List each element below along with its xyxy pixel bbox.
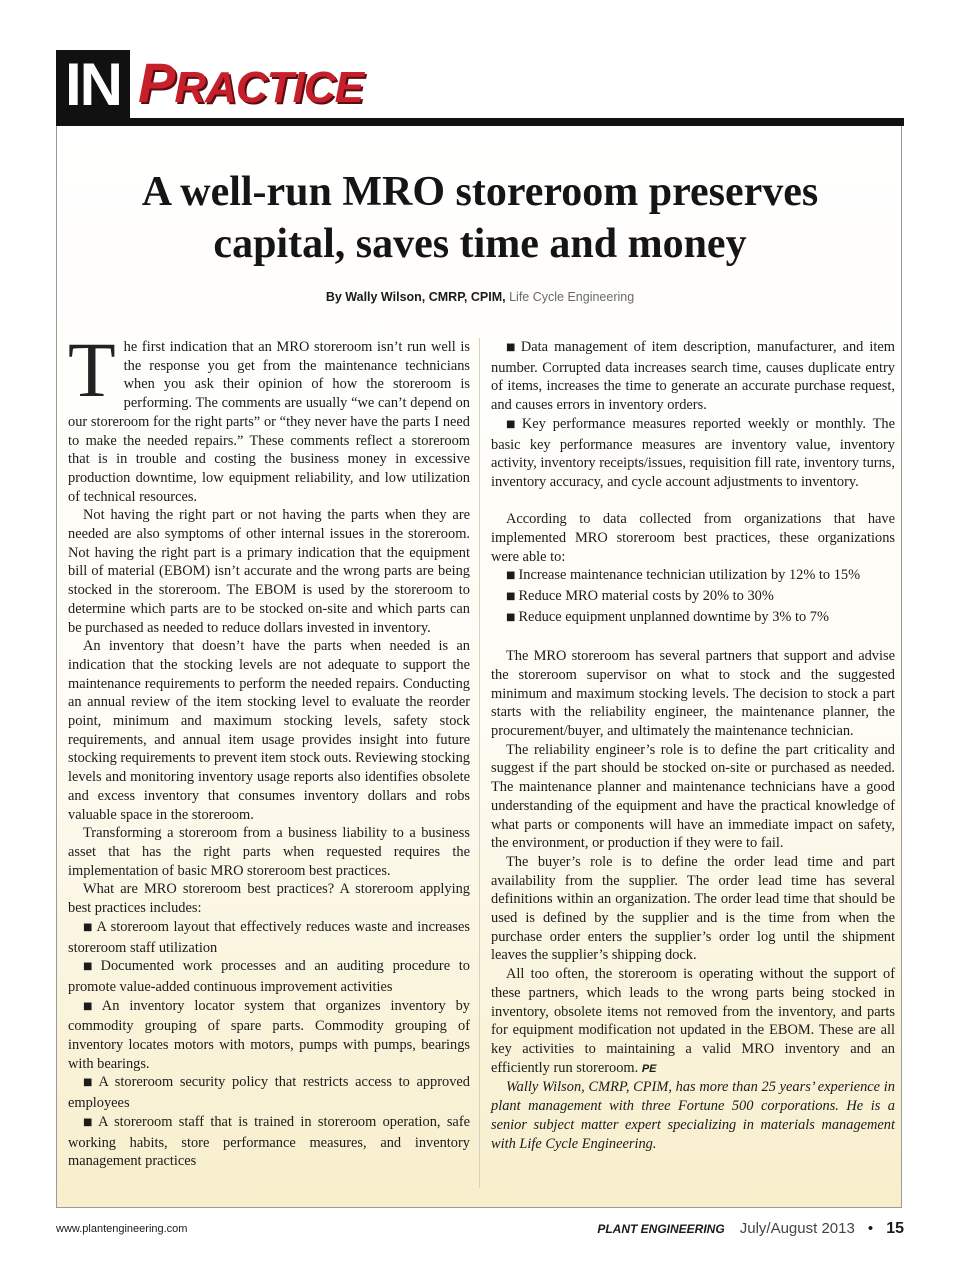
paragraph-4: Transforming a storeroom from a business liability to a business asset that has the right parts when requested requires the implementation of basic MRO storeroom best practices. — [68, 825, 470, 879]
author-bio: Wally Wilson, CMRP, CPIM, has more than 25 years’ experience in plant management with three Fortune 500 corporations. He is a senior subject matter expert specializing in materials management with Life Cycle Engineering. — [491, 1079, 895, 1152]
byline — [57, 290, 903, 304]
page-footer — [56, 1220, 904, 1240]
paragraph-5: What are MRO storeroom best practices? A storeroom applying best practices includes: — [68, 881, 470, 917]
footer-right — [597, 1220, 904, 1238]
result-item: ■ Reduce equipment unplanned downtime by 3% to 7% — [506, 608, 829, 625]
paragraph-2: Not having the right part or not having the parts when they are needed are also symptoms of other internal issues in the storeroom. Not having the right part is a primary indication that the equipment bill of material (EBOM) isn’t accurate and the wrong parts are being stocked in the storeroom. The EBOM is used by the storeroom to determine which parts are to be stocked on-site and which parts can be purchased as needed to reduce dollars invested in inventory. — [68, 507, 470, 636]
square-bullet-icon: ■ — [83, 1077, 96, 1089]
column-divider — [479, 338, 480, 1188]
result-item: ■ Reduce MRO material costs by 20% to 30% — [506, 588, 774, 605]
square-bullet-icon: ■ — [506, 570, 516, 582]
title-line-1: A well-run MRO storeroom preserves — [141, 169, 819, 215]
bullet-item: ■ Data management of item description, manufacturer, and item number. Corrupted data increases search time, causes duplicate entry of items, increases the time to generate an accurate purchase request, and causes errors in inventory orders. — [491, 339, 895, 414]
square-bullet-icon: ■ — [506, 418, 519, 430]
page-number: 15 — [886, 1220, 904, 1237]
magazine-name: PLANT ENGINEERING — [597, 1222, 725, 1236]
title-line-2: capital, saves time and money — [213, 221, 747, 267]
paragraph-9: The buyer’s role is to define the order lead time and part availability from the supplier. The order lead time has several definitions within an organization. The order lead time that should be used is defined by the supplier and is the time from when the purchase order enters the supplier’s order log until the shipment leaves the supplier’s shipping dock. — [491, 853, 895, 964]
issue-date: July/August 2013 — [739, 1220, 855, 1237]
paragraph-8: The reliability engineer’s role is to define the part criticality and suggest if the part should be stocked on-site or purchased as needed. The maintenance planner and maintenance technicians have a good understanding of the equipment and have the practical knowledge of what parts or components will have an immediate impact on safety, the environment, or production if they were to fail. — [491, 741, 895, 852]
article-panel — [56, 126, 902, 1208]
result-item: ■ Increase maintenance technician utilization by 12% to 15% — [506, 567, 861, 584]
practice-rest: RACTICE — [174, 63, 363, 112]
paragraph-3: An inventory that doesn’t have the parts when needed is an indication that the stocking levels are not adequate to support the maintenance requirements to perform the needed repairs. Conducting an annual review of the item stocking level to evaluate the reorder point, minimum and maximum stocking levels, safety stock requirements, and annual item usage provides insight into future stocking requirements to prevent item stock outs. Reviewing stocking levels and monitoring inventory usage reports also identifies obsolete and excess inventory that consumes inventory dollars and robs valuable space in the storeroom. — [68, 638, 470, 823]
footer-separator: • — [867, 1220, 874, 1237]
paragraph-1: The first indication that an MRO storeroom isn’t run well is the response you get from the maintenance technicians when you ask their opinion of how the storeroom is performing. The comments are usually “we can’t depend on our storeroom for the right parts” or “they never have the parts I need to make the needed repairs.” These comments reflect a storeroom that is in trouble and costing the business money in excessive production downtime, low equipment reliability, and low utilization of technical resources. — [68, 326, 470, 505]
right-column — [491, 338, 895, 1153]
square-bullet-icon: ■ — [83, 1116, 96, 1128]
bullet-item: ■ A storeroom security policy that restricts access to approved employees — [68, 1074, 470, 1112]
practice-initial: P — [138, 51, 175, 114]
square-bullet-icon: ■ — [506, 591, 516, 603]
square-bullet-icon: ■ — [83, 961, 98, 973]
pe-end-mark-icon: PE — [641, 1062, 657, 1075]
bullet-item: ■ Documented work processes and an auditing procedure to promote value-added continuous improvement activities — [68, 958, 470, 995]
paragraph-10: All too often, the storeroom is operating without the support of these partners, which leads to the wrong parts being stocked in inventory, obsolete items not removed from the inventory, and parts for equipment modification not updated in the EBOM. These are all key activities to maintaining a valid MRO inventory and an efficiently run storeroom. PE — [491, 966, 895, 1076]
square-bullet-icon: ■ — [506, 611, 516, 623]
section-header — [56, 46, 904, 126]
square-bullet-icon: ■ — [83, 921, 94, 933]
square-bullet-icon: ■ — [83, 1000, 99, 1012]
section-label-in: IN — [56, 50, 130, 126]
paragraph-7: The MRO storeroom has several partners that support and advise the storeroom supervisor on what to stock and the suggested minimum and maximum stocking levels. The decision to stock a part starts with the reliability engineer, the maintenance planner, the procurement/buyer, and ultimately the maintenance technician. — [491, 648, 895, 740]
bullet-item: ■ Key performance measures reported weekly or monthly. The basic key performance measures are inventory value, inventory activity, inventory receipts/issues, requisition fill rate, inventory turns, inventory accuracy, and cycle account adjustments to inventory. — [491, 415, 895, 490]
bullet-item: ■ A storeroom layout that effectively reduces waste and increases storeroom staff utilization — [68, 918, 471, 956]
header-rule — [56, 118, 904, 126]
square-bullet-icon: ■ — [506, 342, 518, 353]
footer-url[interactable]: www.plantengineering.com — [56, 1223, 188, 1235]
bullet-item: ■ A storeroom staff that is trained in storeroom operation, safe working habits, store performance measures, and inventory management practices — [68, 1113, 471, 1170]
article-title — [57, 166, 903, 270]
byline-organization: Life Cycle Engineering — [509, 290, 635, 304]
bullet-item: ■ An inventory locator system that organizes inventory by commodity grouping of spare parts. Commodity grouping of inventory locates motors with motors, pumps with pumps, bearings with bearings. — [68, 997, 471, 1072]
section-label-practice — [138, 46, 363, 120]
left-column — [68, 326, 471, 1171]
paragraph-6: According to data collected from organizations that have implemented MRO storeroom best practices, these organizations were able to: — [491, 511, 895, 565]
byline-author: By Wally Wilson, CMRP, CPIM, — [325, 290, 506, 304]
drop-cap: T — [68, 326, 116, 413]
